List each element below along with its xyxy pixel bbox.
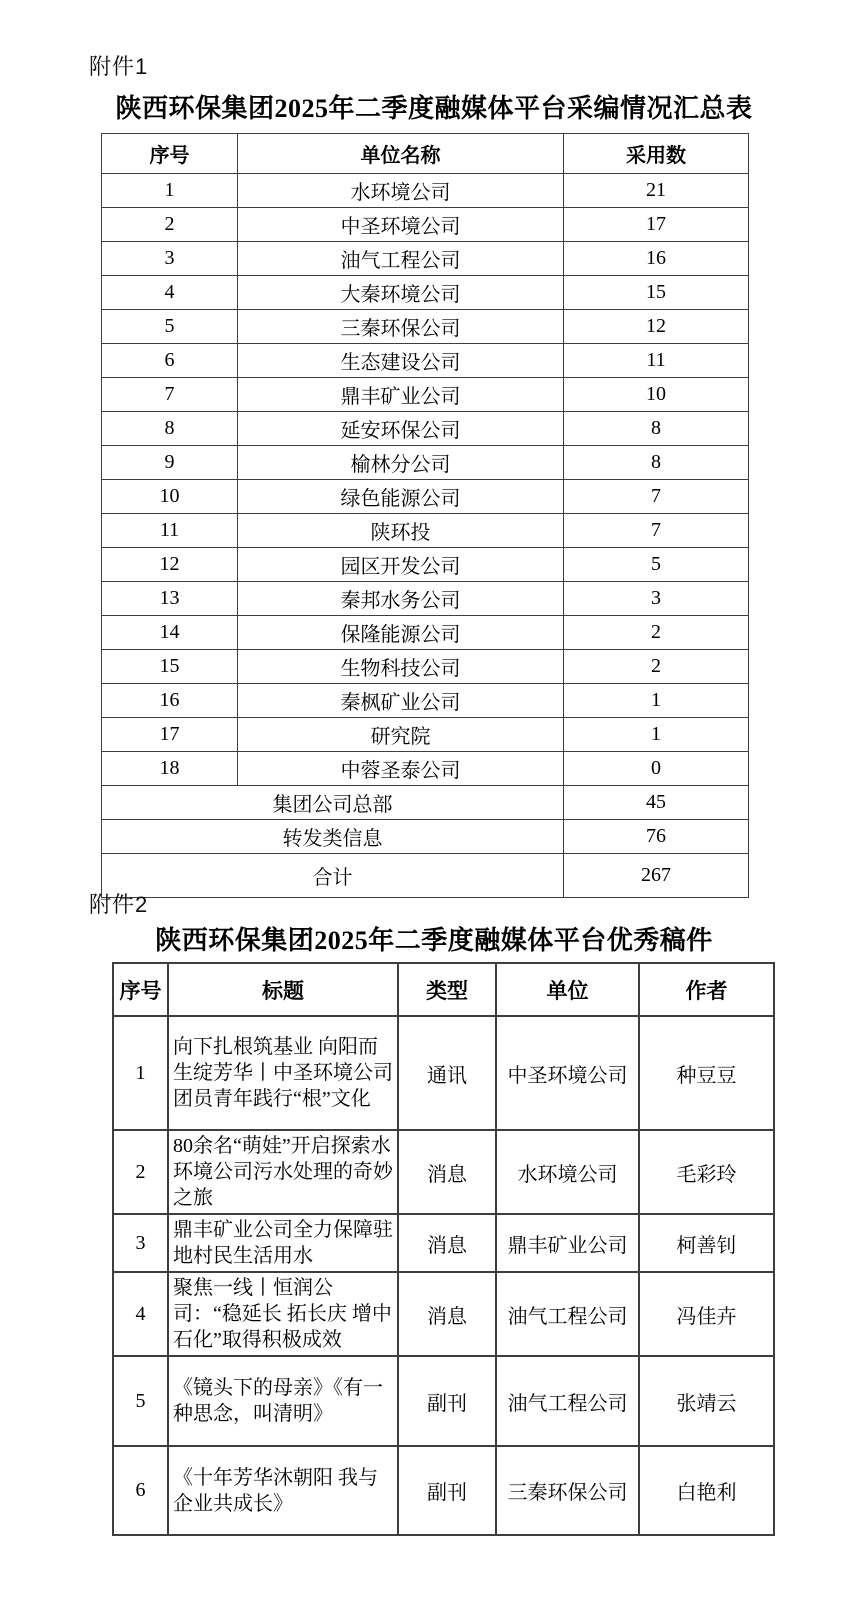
table-row — [102, 650, 749, 684]
adopted-count-cell: 2 — [564, 650, 749, 684]
articles-table-title: 陕西环保集团2025年二季度融媒体平台优秀稿件 — [155, 926, 713, 955]
forward-info-label-cell: 转发类信息 — [102, 820, 564, 854]
row-index-cell: 5 — [102, 310, 238, 344]
row-index-cell: 1 — [102, 174, 238, 208]
unit-name-cell: 延安环保公司 — [238, 412, 564, 446]
unit-name-cell: 中蓉圣泰公司 — [238, 752, 564, 786]
table-row — [102, 412, 749, 446]
table-row — [102, 582, 749, 616]
article-row — [113, 1214, 774, 1272]
attachment-2-label: 附件2 — [89, 892, 149, 917]
article-type-cell: 通讯 — [398, 1016, 496, 1130]
article-row — [113, 1130, 774, 1214]
row-index-cell: 15 — [102, 650, 238, 684]
article-type-cell: 副刊 — [398, 1356, 496, 1446]
table-row — [102, 208, 749, 242]
article-title-cell: 80余名“萌娃”开启探索水环境公司污水处理的奇妙之旅 — [168, 1130, 398, 1214]
article-title-cell: 鼎丰矿业公司全力保障驻地村民生活用水 — [168, 1214, 398, 1272]
col-header-unit: 单位 — [496, 963, 639, 1016]
table-row — [102, 344, 749, 378]
table-row — [102, 752, 749, 786]
unit-name-cell: 秦枫矿业公司 — [238, 684, 564, 718]
summary-table — [101, 133, 749, 898]
adopted-count-cell: 8 — [564, 412, 749, 446]
unit-name-cell: 三秦环保公司 — [238, 310, 564, 344]
adopted-count-cell: 1 — [564, 718, 749, 752]
col-header-serial: 序号 — [113, 963, 168, 1016]
col-header-unit-name: 单位名称 — [238, 134, 564, 174]
article-title-cell: 向下扎根筑基业 向阳而生绽芳华丨中圣环境公司团员青年践行“根”文化 — [168, 1016, 398, 1130]
article-row — [113, 1356, 774, 1446]
table-row — [102, 616, 749, 650]
unit-name-cell: 大秦环境公司 — [238, 276, 564, 310]
col-header-type: 类型 — [398, 963, 496, 1016]
row-index-cell: 9 — [102, 446, 238, 480]
unit-name-cell: 陕环投 — [238, 514, 564, 548]
unit-name-cell: 水环境公司 — [238, 174, 564, 208]
table-row — [102, 718, 749, 752]
unit-name-cell: 生物科技公司 — [238, 650, 564, 684]
row-index-cell: 2 — [102, 208, 238, 242]
adopted-count-cell: 1 — [564, 684, 749, 718]
adopted-count-cell: 17 — [564, 208, 749, 242]
row-index-cell: 10 — [102, 480, 238, 514]
article-unit-cell: 三秦环保公司 — [496, 1446, 639, 1535]
total-count-cell: 267 — [564, 854, 749, 898]
article-row — [113, 1446, 774, 1535]
adopted-count-cell: 76 — [564, 820, 749, 854]
unit-name-cell: 园区开发公司 — [238, 548, 564, 582]
adopted-count-cell: 2 — [564, 616, 749, 650]
article-type-cell: 消息 — [398, 1214, 496, 1272]
row-index-cell: 2 — [113, 1130, 168, 1214]
article-type-cell: 消息 — [398, 1130, 496, 1214]
unit-name-cell: 保隆能源公司 — [238, 616, 564, 650]
attachment-1-label: 附件1 — [89, 54, 149, 79]
adopted-count-cell: 3 — [564, 582, 749, 616]
unit-name-cell: 油气工程公司 — [238, 242, 564, 276]
table-row — [102, 446, 749, 480]
row-index-cell: 12 — [102, 548, 238, 582]
adopted-count-cell: 5 — [564, 548, 749, 582]
row-index-cell: 4 — [102, 276, 238, 310]
article-unit-cell: 水环境公司 — [496, 1130, 639, 1214]
article-author-cell: 张靖云 — [639, 1356, 774, 1446]
article-author-cell: 柯善钊 — [639, 1214, 774, 1272]
article-row — [113, 1272, 774, 1356]
row-index-cell: 14 — [102, 616, 238, 650]
forward-info-row — [102, 820, 749, 854]
article-unit-cell: 油气工程公司 — [496, 1272, 639, 1356]
table-row — [102, 480, 749, 514]
articles-table — [112, 962, 775, 1536]
table-row — [102, 276, 749, 310]
row-index-cell: 4 — [113, 1272, 168, 1356]
row-index-cell: 6 — [102, 344, 238, 378]
row-index-cell: 18 — [102, 752, 238, 786]
table-row — [102, 548, 749, 582]
articles-header-row — [113, 963, 774, 1016]
article-author-cell: 种豆豆 — [639, 1016, 774, 1130]
article-author-cell: 冯佳卉 — [639, 1272, 774, 1356]
article-unit-cell: 鼎丰矿业公司 — [496, 1214, 639, 1272]
table-row — [102, 684, 749, 718]
adopted-count-cell: 15 — [564, 276, 749, 310]
row-index-cell: 8 — [102, 412, 238, 446]
article-row — [113, 1016, 774, 1130]
col-header-title: 标题 — [168, 963, 398, 1016]
table-row — [102, 310, 749, 344]
summary-header-row — [102, 134, 749, 174]
adopted-count-cell: 8 — [564, 446, 749, 480]
unit-name-cell: 中圣环境公司 — [238, 208, 564, 242]
col-header-author: 作者 — [639, 963, 774, 1016]
row-index-cell: 13 — [102, 582, 238, 616]
row-index-cell: 1 — [113, 1016, 168, 1130]
col-header-adopted-count: 采用数 — [564, 134, 749, 174]
row-index-cell: 6 — [113, 1446, 168, 1535]
unit-name-cell: 生态建设公司 — [238, 344, 564, 378]
article-title-cell: 《十年芳华沐朝阳 我与企业共成长》 — [168, 1446, 398, 1535]
table-row — [102, 514, 749, 548]
adopted-count-cell: 16 — [564, 242, 749, 276]
table-row — [102, 378, 749, 412]
table-row — [102, 174, 749, 208]
row-index-cell: 3 — [113, 1214, 168, 1272]
article-author-cell: 毛彩玲 — [639, 1130, 774, 1214]
adopted-count-cell: 12 — [564, 310, 749, 344]
row-index-cell: 5 — [113, 1356, 168, 1446]
row-index-cell: 16 — [102, 684, 238, 718]
table-row — [102, 242, 749, 276]
unit-name-cell: 秦邦水务公司 — [238, 582, 564, 616]
adopted-count-cell: 7 — [564, 514, 749, 548]
row-index-cell: 17 — [102, 718, 238, 752]
adopted-count-cell: 7 — [564, 480, 749, 514]
total-label-cell: 合计 — [102, 854, 564, 898]
adopted-count-cell: 0 — [564, 752, 749, 786]
row-index-cell: 3 — [102, 242, 238, 276]
article-type-cell: 消息 — [398, 1272, 496, 1356]
article-type-cell: 副刊 — [398, 1446, 496, 1535]
row-index-cell: 7 — [102, 378, 238, 412]
group-hq-label-cell: 集团公司总部 — [102, 786, 564, 820]
total-row — [102, 854, 749, 898]
col-header-serial: 序号 — [102, 134, 238, 174]
article-author-cell: 白艳利 — [639, 1446, 774, 1535]
adopted-count-cell: 10 — [564, 378, 749, 412]
adopted-count-cell: 21 — [564, 174, 749, 208]
row-index-cell: 11 — [102, 514, 238, 548]
unit-name-cell: 研究院 — [238, 718, 564, 752]
unit-name-cell: 榆林分公司 — [238, 446, 564, 480]
article-title-cell: 《镜头下的母亲》《有一种思念，叫清明》 — [168, 1356, 398, 1446]
summary-table-title: 陕西环保集团2025年二季度融媒体平台采编情况汇总表 — [115, 94, 753, 123]
unit-name-cell: 鼎丰矿业公司 — [238, 378, 564, 412]
unit-name-cell: 绿色能源公司 — [238, 480, 564, 514]
article-title-cell: 聚焦一线丨恒润公司：“稳延长 拓长庆 增中石化”取得积极成效 — [168, 1272, 398, 1356]
article-unit-cell: 油气工程公司 — [496, 1356, 639, 1446]
adopted-count-cell: 45 — [564, 786, 749, 820]
group-hq-row — [102, 786, 749, 820]
article-unit-cell: 中圣环境公司 — [496, 1016, 639, 1130]
adopted-count-cell: 11 — [564, 344, 749, 378]
